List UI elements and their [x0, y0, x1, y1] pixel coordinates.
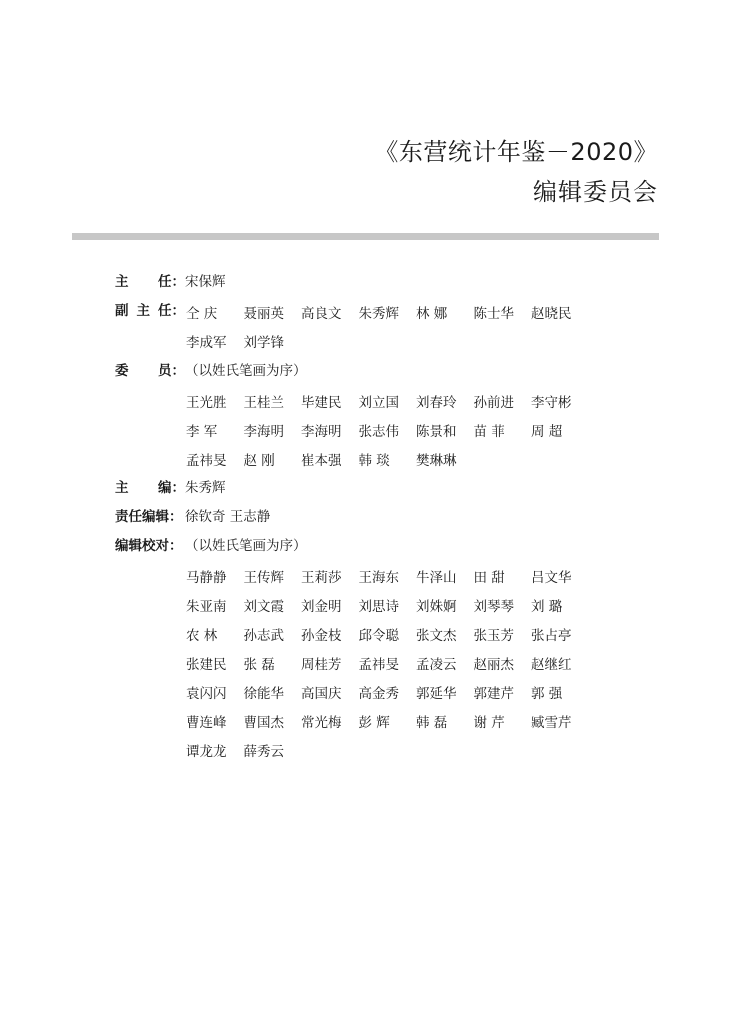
person-name: 吕文华: [531, 569, 572, 586]
person-name: 苗 菲: [473, 423, 505, 440]
person-name: 农 林: [186, 627, 218, 644]
person-name: 王桂兰: [243, 394, 284, 411]
person-name: 李海明: [243, 423, 284, 440]
responsible-editors-label: 责任编辑：: [115, 509, 183, 525]
person-name: 孟祎旻: [358, 656, 399, 673]
person-name: 徐能华: [243, 685, 284, 702]
name-row: [186, 386, 589, 415]
person-name: 陈士华: [473, 305, 514, 322]
name-row: [186, 561, 589, 590]
person-name: 高国庆: [301, 685, 342, 702]
person-name: 曹连峰: [186, 714, 227, 731]
person-name: 周桂芳: [301, 656, 342, 673]
person-name: 郭 强: [531, 685, 563, 702]
person-name: 邱令聪: [358, 627, 399, 644]
members-list: [186, 386, 589, 473]
director-label: 主 任：: [115, 274, 185, 290]
person-name: 刘立国: [358, 394, 399, 411]
person-name: 张占亭: [531, 627, 572, 644]
responsible-editors-names: 徐钦奇 王志静: [185, 509, 271, 525]
person-name: 孙志武: [243, 627, 284, 644]
person-name: 刘金明: [301, 598, 342, 615]
divider-bar: [72, 233, 659, 240]
chief-editor-label: 主 编：: [115, 480, 185, 496]
person-name: 李 军: [186, 423, 218, 440]
yearbook-title: 《东营统计年鉴－2020》: [374, 138, 658, 166]
person-name: 李成军: [186, 334, 227, 351]
person-name: 孙金枝: [301, 627, 342, 644]
person-name: 郭建芹: [473, 685, 514, 702]
person-name: 张志伟: [358, 423, 399, 440]
person-name: 孟祎旻: [186, 452, 227, 469]
person-name: 刘文霞: [243, 598, 284, 615]
person-name: 王莉莎: [301, 569, 342, 586]
person-name: 林 娜: [416, 305, 448, 322]
person-name: 赵晓民: [531, 305, 572, 322]
members-row: [115, 357, 307, 386]
person-name: 张文杰: [416, 627, 457, 644]
person-name: 朱秀辉: [358, 305, 399, 322]
person-name: 仝 庆: [186, 305, 218, 322]
name-row: [186, 735, 589, 764]
person-name: 王传辉: [243, 569, 284, 586]
proofreaders-list: [186, 561, 589, 764]
person-name: 刘思诗: [358, 598, 399, 615]
person-name: 李守彬: [531, 394, 572, 411]
name-row: [186, 297, 589, 326]
deputy-directors-label: 副 主 任：: [115, 303, 185, 319]
person-name: 樊琳琳: [416, 452, 457, 469]
members-note: （以姓氏笔画为序）: [185, 363, 307, 379]
director-name: 宋保辉: [185, 274, 226, 290]
person-name: 张玉芳: [473, 627, 514, 644]
name-row: [186, 706, 589, 735]
person-name: 李海明: [301, 423, 342, 440]
proofreaders-label: 编辑校对：: [115, 538, 183, 554]
person-name: 刘春玲: [416, 394, 457, 411]
proofreaders-row: [115, 532, 307, 561]
person-name: 谭龙龙: [186, 743, 227, 760]
person-name: 张 磊: [243, 656, 275, 673]
person-name: 崔本强: [301, 452, 342, 469]
person-name: 曹国杰: [243, 714, 284, 731]
person-name: 赵继红: [531, 656, 572, 673]
person-name: 高金秀: [358, 685, 399, 702]
name-row: [186, 648, 589, 677]
name-row: [186, 326, 589, 355]
person-name: 高良文: [301, 305, 342, 322]
person-name: 谢 芹: [473, 714, 505, 731]
person-name: 周 超: [531, 423, 563, 440]
name-row: [186, 415, 589, 444]
deputy-directors-list: [186, 297, 589, 355]
responsible-editors-row: [115, 503, 270, 532]
person-name: 田 甜: [473, 569, 505, 586]
person-name: 韩 磊: [416, 714, 448, 731]
person-name: 郭延华: [416, 685, 457, 702]
members-label: 委 员：: [115, 363, 185, 379]
person-name: 牛泽山: [416, 569, 457, 586]
committee-title: 编辑委员会: [533, 178, 658, 206]
person-name: 刘学锋: [243, 334, 284, 351]
person-name: 刘姝婀: [416, 598, 457, 615]
proofreaders-note: （以姓氏笔画为序）: [185, 538, 307, 554]
chief-editor-row: [115, 474, 226, 503]
name-row: [186, 444, 589, 473]
person-name: 韩 琰: [358, 452, 390, 469]
person-name: 孙前进: [473, 394, 514, 411]
person-name: 聂丽英: [243, 305, 284, 322]
name-row: [186, 619, 589, 648]
name-row: [186, 590, 589, 619]
director-row: [115, 268, 226, 297]
person-name: 王海东: [358, 569, 399, 586]
person-name: 刘琴琴: [473, 598, 514, 615]
deputy-directors-label-row: [115, 297, 185, 326]
person-name: 彭 辉: [358, 714, 390, 731]
person-name: 刘 璐: [531, 598, 563, 615]
chief-editor-name: 朱秀辉: [185, 480, 226, 496]
person-name: 袁闪闪: [186, 685, 227, 702]
person-name: 常光梅: [301, 714, 342, 731]
person-name: 臧雪芹: [531, 714, 572, 731]
person-name: 马静静: [186, 569, 227, 586]
person-name: 陈景和: [416, 423, 457, 440]
person-name: 赵 刚: [243, 452, 275, 469]
person-name: 王光胜: [186, 394, 227, 411]
person-name: 张建民: [186, 656, 227, 673]
person-name: 朱亚南: [186, 598, 227, 615]
person-name: 毕建民: [301, 394, 342, 411]
name-row: [186, 677, 589, 706]
person-name: 薛秀云: [243, 743, 284, 760]
person-name: 孟凌云: [416, 656, 457, 673]
person-name: 赵丽杰: [473, 656, 514, 673]
